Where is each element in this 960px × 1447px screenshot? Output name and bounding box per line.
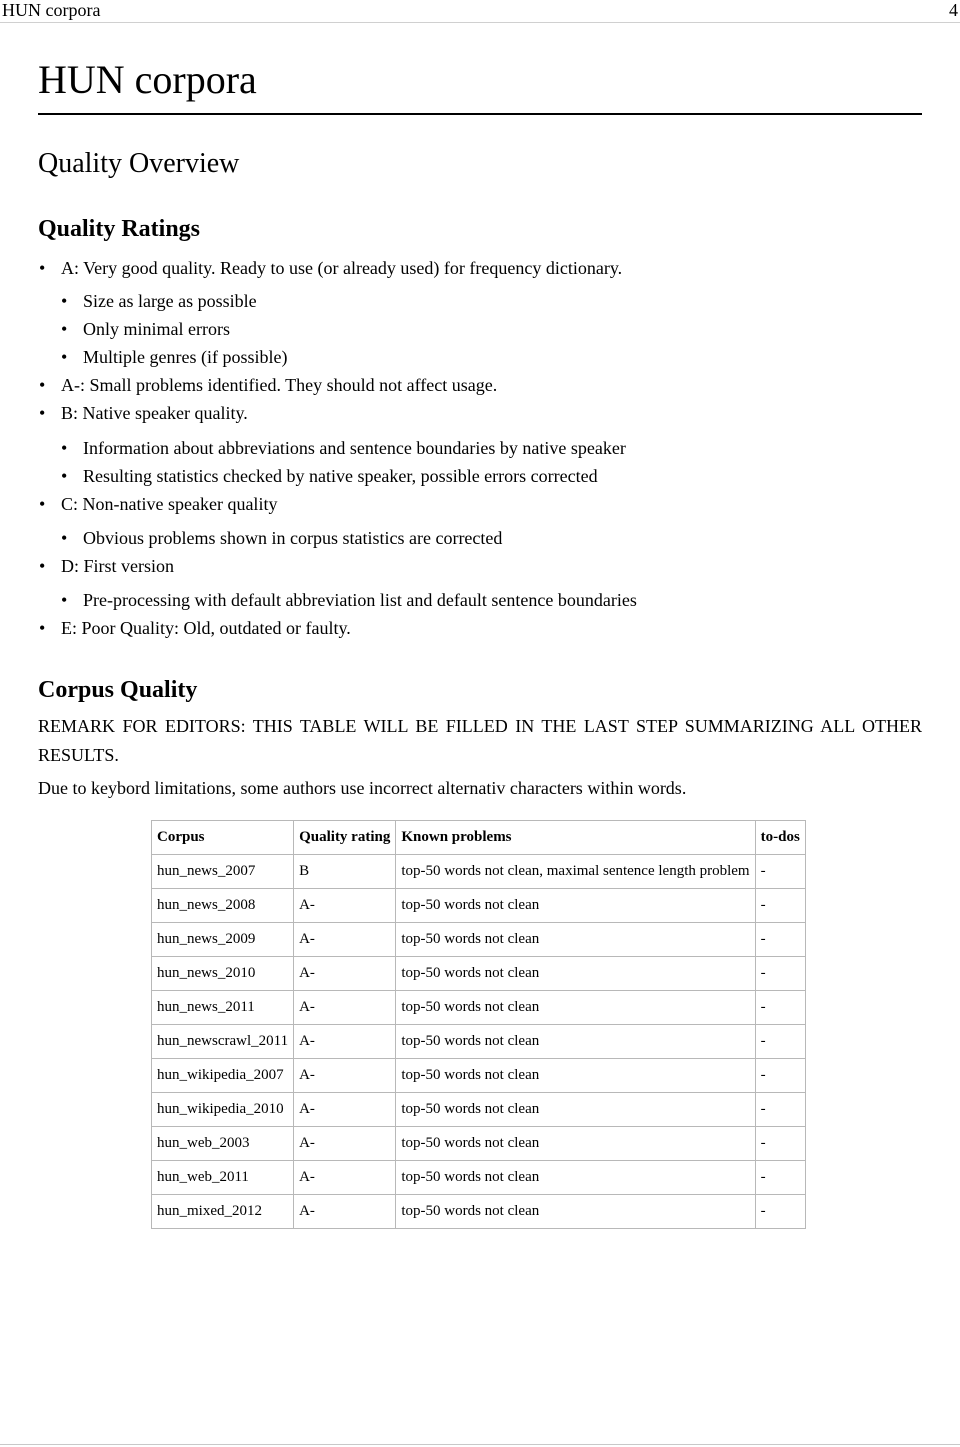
cell-corpus: hun_news_2007 <box>152 855 294 889</box>
cell-known-problems: top-50 words not clean <box>396 1127 755 1161</box>
cell-to-dos: - <box>755 957 805 991</box>
rating-a: • A: Very good quality. Ready to use (or already used) for frequency dictionary. <box>39 258 623 278</box>
col-header-corpus: Corpus <box>152 821 294 855</box>
cell-known-problems: top-50 words not clean <box>396 1025 755 1059</box>
rating-d-item: • Pre-processing with default abbreviation list and default sentence boundaries <box>61 590 637 610</box>
cell-quality-rating: A- <box>294 1195 396 1229</box>
cell-known-problems: top-50 words not clean <box>396 1161 755 1195</box>
rating-a-item: • Only minimal errors <box>61 319 230 339</box>
rating-b-item: • Resulting statistics checked by native speaker, possible errors corrected <box>61 466 598 486</box>
table-header-row <box>152 821 806 855</box>
cell-corpus: hun_news_2008 <box>152 889 294 923</box>
cell-to-dos: - <box>755 1195 805 1229</box>
cell-quality-rating: A- <box>294 957 396 991</box>
bullet-icon: • <box>61 319 68 339</box>
rating-a-minus: • A-: Small problems identified. They should not affect usage. <box>39 375 498 395</box>
bullet-icon: • <box>61 291 68 311</box>
heading-corpus-quality: Corpus Quality <box>38 677 198 703</box>
table-row <box>152 855 806 889</box>
table-row <box>152 889 806 923</box>
cell-corpus: hun_wikipedia_2007 <box>152 1059 294 1093</box>
bullet-icon: • <box>39 375 46 395</box>
col-header-to-dos: to-dos <box>755 821 805 855</box>
cell-quality-rating: A- <box>294 1059 396 1093</box>
rating-d: • D: First version <box>39 556 175 576</box>
table-row <box>152 957 806 991</box>
table-row <box>152 1025 806 1059</box>
page-title: HUN corpora <box>38 57 257 102</box>
cell-quality-rating: A- <box>294 1161 396 1195</box>
bullet-icon: • <box>39 403 46 423</box>
running-title: HUN corpora <box>2 0 101 20</box>
running-header <box>0 0 960 23</box>
col-header-known-problems: Known problems <box>396 821 755 855</box>
cell-corpus: hun_web_2011 <box>152 1161 294 1195</box>
cell-to-dos: - <box>755 1127 805 1161</box>
bullet-icon: • <box>61 590 68 610</box>
table-row <box>152 991 806 1025</box>
table-row <box>152 1059 806 1093</box>
cell-quality-rating: B <box>294 855 396 889</box>
rating-e: • E: Poor Quality: Old, outdated or faulty. <box>39 618 351 638</box>
cell-to-dos: - <box>755 1093 805 1127</box>
bullet-icon: • <box>61 438 68 458</box>
bullet-icon: • <box>39 258 46 278</box>
bullet-icon: • <box>61 347 68 367</box>
table-row <box>152 1195 806 1229</box>
corpus-quality-table <box>151 820 806 1229</box>
cell-to-dos: - <box>755 1059 805 1093</box>
cell-corpus: hun_newscrawl_2011 <box>152 1025 294 1059</box>
cell-to-dos: - <box>755 855 805 889</box>
cell-known-problems: top-50 words not clean <box>396 991 755 1025</box>
cell-to-dos: - <box>755 923 805 957</box>
cell-known-problems: top-50 words not clean <box>396 923 755 957</box>
page-number: 4 <box>949 0 958 20</box>
table-row <box>152 1093 806 1127</box>
rating-a-item: • Multiple genres (if possible) <box>61 347 288 367</box>
rating-a-item: • Size as large as possible <box>61 291 257 311</box>
title-underline <box>38 113 922 115</box>
bullet-icon: • <box>61 466 68 486</box>
bullet-icon: • <box>39 494 46 514</box>
heading-quality-ratings: Quality Ratings <box>38 216 201 242</box>
cell-corpus: hun_news_2010 <box>152 957 294 991</box>
rating-b: • B: Native speaker quality. <box>39 403 248 423</box>
cell-to-dos: - <box>755 991 805 1025</box>
keyboard-note: Due to keybord limitations, some authors use incorrect alternativ characters within words. <box>38 778 687 798</box>
cell-quality-rating: A- <box>294 1093 396 1127</box>
heading-quality-overview: Quality Overview <box>38 148 240 179</box>
cell-known-problems: top-50 words not clean <box>396 1195 755 1229</box>
cell-quality-rating: A- <box>294 1025 396 1059</box>
cell-known-problems: top-50 words not clean, maximal sentence length problem <box>396 855 755 889</box>
cell-to-dos: - <box>755 1161 805 1195</box>
cell-corpus: hun_news_2011 <box>152 991 294 1025</box>
page-bottom-rule <box>0 1444 960 1445</box>
bullet-icon: • <box>39 618 46 638</box>
rating-b-item: • Information about abbreviations and sentence boundaries by native speaker <box>61 438 626 458</box>
cell-corpus: hun_wikipedia_2010 <box>152 1093 294 1127</box>
cell-to-dos: - <box>755 1025 805 1059</box>
col-header-quality-rating: Quality rating <box>294 821 396 855</box>
table-row <box>152 1127 806 1161</box>
table-row <box>152 1161 806 1195</box>
cell-to-dos: - <box>755 889 805 923</box>
cell-corpus: hun_mixed_2012 <box>152 1195 294 1229</box>
bullet-icon: • <box>39 556 46 576</box>
cell-quality-rating: A- <box>294 1127 396 1161</box>
remark-for-editors: REMARK FOR EDITORS: THIS TABLE WILL BE FILLED IN THE LAST STEP SUMMARIZING ALL OTHER RESULTS. <box>38 716 922 765</box>
table-body <box>152 855 806 1229</box>
cell-known-problems: top-50 words not clean <box>396 957 755 991</box>
bullet-icon: • <box>61 528 68 548</box>
cell-quality-rating: A- <box>294 991 396 1025</box>
cell-known-problems: top-50 words not clean <box>396 889 755 923</box>
rating-c: • C: Non-native speaker quality <box>39 494 278 514</box>
cell-quality-rating: A- <box>294 889 396 923</box>
cell-quality-rating: A- <box>294 923 396 957</box>
table-row <box>152 923 806 957</box>
cell-corpus: hun_news_2009 <box>152 923 294 957</box>
cell-known-problems: top-50 words not clean <box>396 1059 755 1093</box>
cell-corpus: hun_web_2003 <box>152 1127 294 1161</box>
cell-known-problems: top-50 words not clean <box>396 1093 755 1127</box>
rating-c-item: • Obvious problems shown in corpus statistics are corrected <box>61 528 503 548</box>
